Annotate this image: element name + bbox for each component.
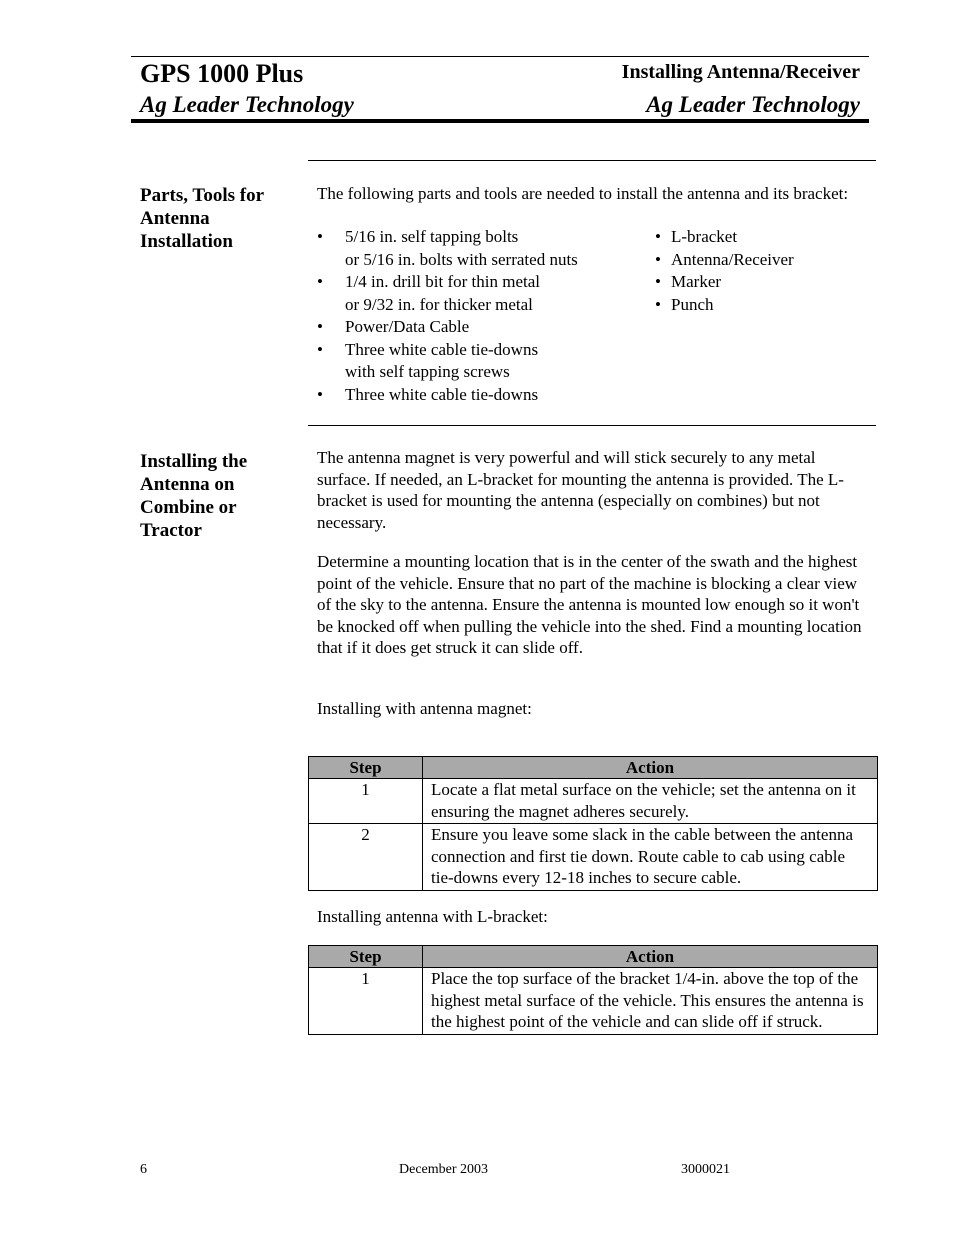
step-action: Locate a flat metal surface on the vehicle; set the antenna on it ensuring the magnet adheres securely.	[423, 779, 878, 824]
parts-list-left	[317, 226, 637, 406]
list-item: • Three white cable tie-downs with self tapping screws	[317, 339, 539, 381]
parts-list-right	[655, 226, 875, 316]
list-item: • 5/16 in. self tapping bolts or 5/16 in. bolts with serrated nuts	[317, 227, 578, 269]
company-name-right: Ag Leader Technology	[646, 92, 860, 117]
action-column-header: Action	[423, 757, 878, 779]
action-column-header: Action	[423, 946, 878, 968]
magnet-table-caption: Installing with antenna magnet:	[317, 699, 532, 718]
section-divider	[308, 160, 876, 161]
mounting-location-paragraph: Determine a mounting location that is in the center of the swath and the highest point of the vehicle. Ensure that no part of the machine is blocking a clear view of the sky to the antenna. Ensure the antenna is mounted low enough so it won't be knocked off when pulling the vehicle into the shed. Find a mounting location that if it does get struck it can slide off.	[317, 552, 862, 658]
list-item: • Antenna/Receiver	[655, 249, 794, 269]
step-column-header: Step	[309, 757, 423, 779]
header-bottom-rule	[131, 119, 869, 123]
step-number: 1	[309, 968, 423, 1035]
list-item: • 1/4 in. drill bit for thin metal or 9/32 in. for thicker metal	[317, 272, 541, 314]
table-row	[309, 968, 878, 1035]
section-title: Installing Antenna/Receiver	[621, 61, 860, 83]
page-number: 6	[140, 1162, 147, 1177]
step-action: Ensure you leave some slack in the cable between the antenna connection and first tie down. Route cable to cab using cable tie-downs every 12-18 inches to secure cable.	[423, 824, 878, 891]
section-heading-installing-antenna: Installing the Antenna on Combine or Tractor	[140, 451, 248, 541]
header-top-rule	[131, 56, 869, 57]
list-item: • Power/Data Cable	[317, 317, 470, 336]
step-action: Place the top surface of the bracket 1/4-in. above the top of the highest metal surface of the vehicle. This ensures the antenna is the highest point of the vehicle and can slide off if struck.	[423, 968, 878, 1035]
bracket-table-caption: Installing antenna with L-bracket:	[317, 907, 548, 926]
parts-intro-text: The following parts and tools are needed to install the antenna and its bracket:	[317, 184, 849, 203]
list-item: • Marker	[655, 272, 722, 291]
footer-date: December 2003	[399, 1162, 489, 1177]
magnet-steps-table	[308, 756, 878, 891]
list-item: • Punch	[655, 294, 714, 314]
magnet-description-paragraph: The antenna magnet is very powerful and will stick securely to any metal surface. If needed, an L-bracket for mounting the antenna is provided. The L-bracket is used for mounting the antenna (especially on combines) but not necessary.	[317, 448, 844, 532]
section-divider	[308, 425, 876, 426]
document-title: GPS 1000 Plus	[140, 59, 304, 88]
bracket-steps-table	[308, 945, 878, 1035]
list-item: • Three white cable tie-downs	[317, 384, 539, 404]
section-heading-parts-tools: Parts, Tools for Antenna Installation	[140, 185, 264, 252]
table-header-row	[309, 946, 878, 968]
step-column-header: Step	[309, 946, 423, 968]
list-item: • L-bracket	[655, 227, 738, 246]
step-number: 1	[309, 779, 423, 824]
table-header-row	[309, 757, 878, 779]
table-row	[309, 824, 878, 891]
table-row	[309, 779, 878, 824]
company-name: Ag Leader Technology	[140, 92, 354, 117]
step-number: 2	[309, 824, 423, 891]
document-number: 3000021	[681, 1162, 730, 1177]
